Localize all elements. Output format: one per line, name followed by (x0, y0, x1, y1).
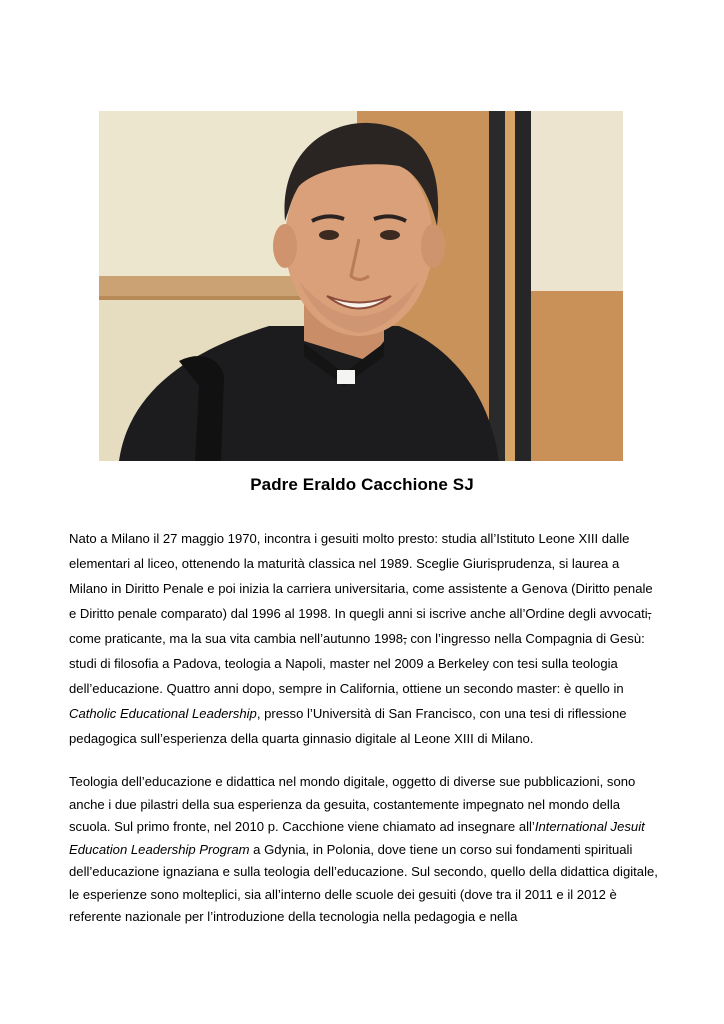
italic-program-name: International Jesuit Education Leadership Program (69, 819, 645, 857)
biography-paragraph-2 (69, 771, 659, 929)
text-span: Teologia dell’educazione e didattica nel mondo digitale, oggetto di diverse sue pubblicazioni, sono anche i due pilastri della sua esperienza da gesuita, costantemente impegnato nel mondo della scuola. Sul primo fronte, nel 2010 p. Cacchione viene chiamato ad insegnare all’ (69, 774, 636, 834)
text-span: , presso l’Università di San Francisco, con una tesi di riflessione pedagogica sull’esperienza della quarta ginnasio digitale al Leone XIII di Milano. (69, 706, 627, 746)
portrait-image (99, 111, 623, 461)
page-title: Padre Eraldo Cacchione SJ (250, 475, 474, 494)
text-span: con l’ingresso nella Compagnia di Gesù: studi di filosofia a Padova, teologia a Napoli, master nel 2009 a Berkeley con tesi sulla teologia dell’educazione. Quattro anni dopo, sempre in California, ottiene un secondo master: è quello in (69, 631, 645, 696)
italic-title: Catholic Educational Leadership (69, 706, 257, 721)
text-span: come praticante, ma la sua vita cambia nell’autunno 1998 (69, 631, 404, 646)
struck-comma: , (403, 631, 407, 646)
text-span: a Gdynia, in Polonia, dove tiene un corso sui fondamenti spirituali dell’educazione ignaziana e sulla teologia dell’educazione. Sul secondo, quello della didattica digitale, le esperienze sono molteplici, sia all’interno delle scuole dei gesuiti (dove tra il 2011 e il 2012 è referente nazionale per l’introduzione della tecnologia nella pedagogia e nella (69, 841, 658, 924)
portrait-photo (99, 111, 623, 461)
text-span: Nato a Milano il 27 maggio 1970, incontra i gesuiti molto presto: studia all’Istituto Leone XIII dalle elementari al liceo, ottenendo la maturità classica nel 1989. Sceglie Giurisprudenza, si laurea a Milano in Diritto Penale e poi inizia la carriera universitaria, come assistente a Genova (Diritto penale e Diritto penale comparato) dal 1996 al 1998. In quegli anni si iscrive anche all’Ordine degli avvocati (69, 531, 653, 621)
struck-comma: , (647, 606, 652, 621)
biography-paragraph-1 (69, 526, 659, 751)
